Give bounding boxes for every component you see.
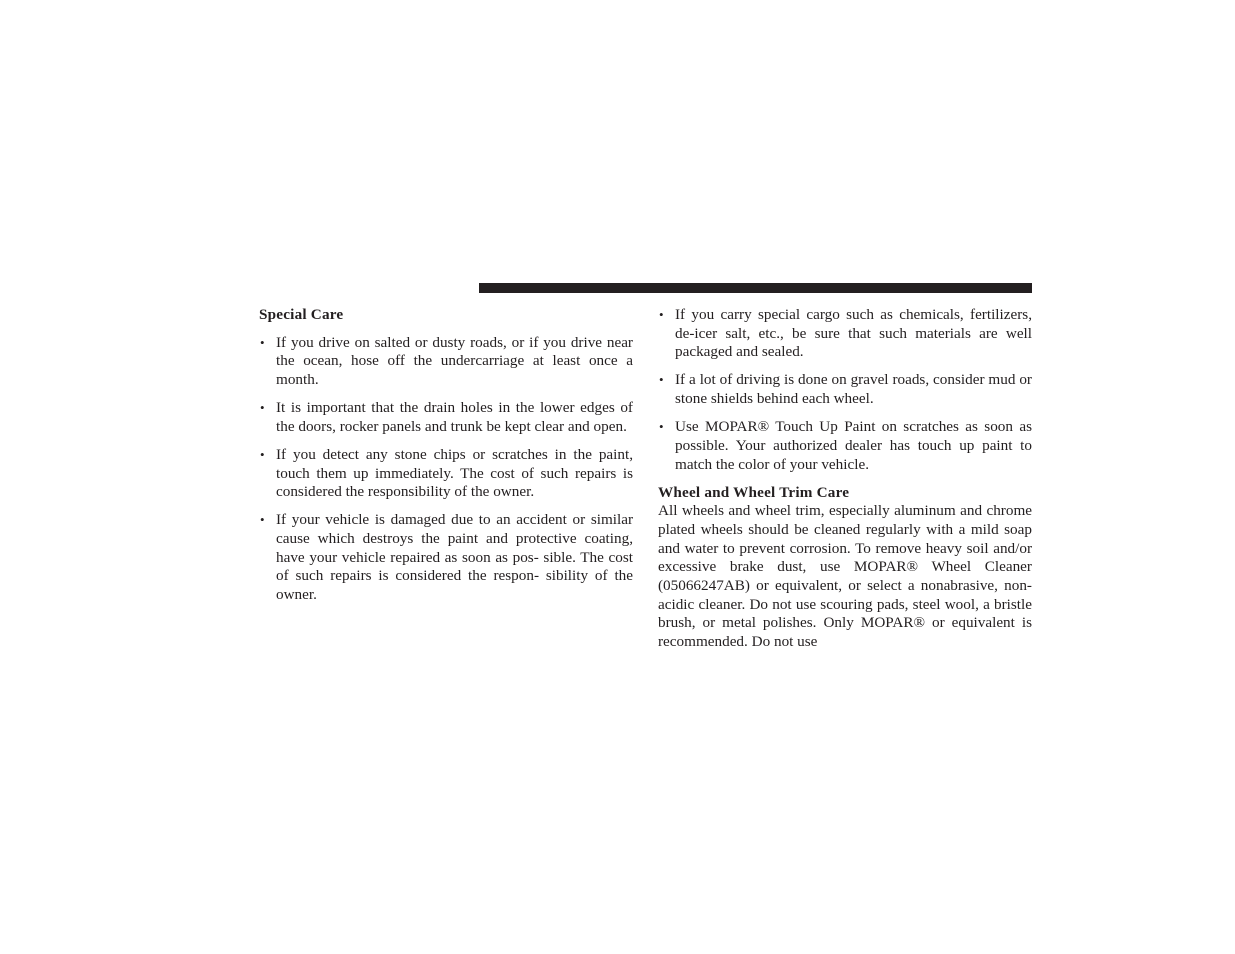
right-column [658,306,1032,652]
list-item: • If you carry special cargo such as chemicals, fertilizers, de-icer salt, etc., be sure that such materials are well packaged and sealed. [658,306,1032,362]
wheel-care-body: All wheels and wheel trim, especially aluminum and chrome plated wheels should be cleaned regularly with a mild soap and water to prevent corrosion. To remove heavy soil and/or excessive brake dust, use MOPAR® Wheel Cleaner (05066247AB) or equivalent, or select a nonabrasive, non-acidic cleaner. Do not use scouring pads, steel wool, a bristle brush, or metal polishes. Only MOPAR® or equivalent is recommended. Do not use [658,502,1032,651]
list-item: • If you detect any stone chips or scratches in the paint, touch them up immediately. The cost of such repairs is considered the responsibility of the owner. [259,446,633,502]
list-item: • If your vehicle is damaged due to an accident or similar cause which destroys the paint and protective coating, have your vehicle repaired as soon as pos- sible. The cost of such repairs is considered the respon- sibility of the owner. [259,511,633,605]
wheel-care-heading: Wheel and Wheel Trim Care [658,483,850,501]
special-care-list-continued [658,306,1032,474]
list-item: • It is important that the drain holes in the lower edges of the doors, rocker panels and trunk be kept clear and open. [259,399,633,436]
list-item: • If you drive on salted or dusty roads, or if you drive near the ocean, hose off the undercarriage at least once a month. [259,334,633,390]
header-rule [479,283,1032,293]
special-care-list [259,334,633,605]
list-item: • Use MOPAR® Touch Up Paint on scratches as soon as possible. Your authorized dealer has touch up paint to match the color of your vehicle. [658,418,1032,474]
special-care-heading: Special Care [259,306,344,323]
list-item: • If a lot of driving is done on gravel roads, consider mud or stone shields behind each wheel. [658,371,1032,408]
left-column [259,306,633,614]
